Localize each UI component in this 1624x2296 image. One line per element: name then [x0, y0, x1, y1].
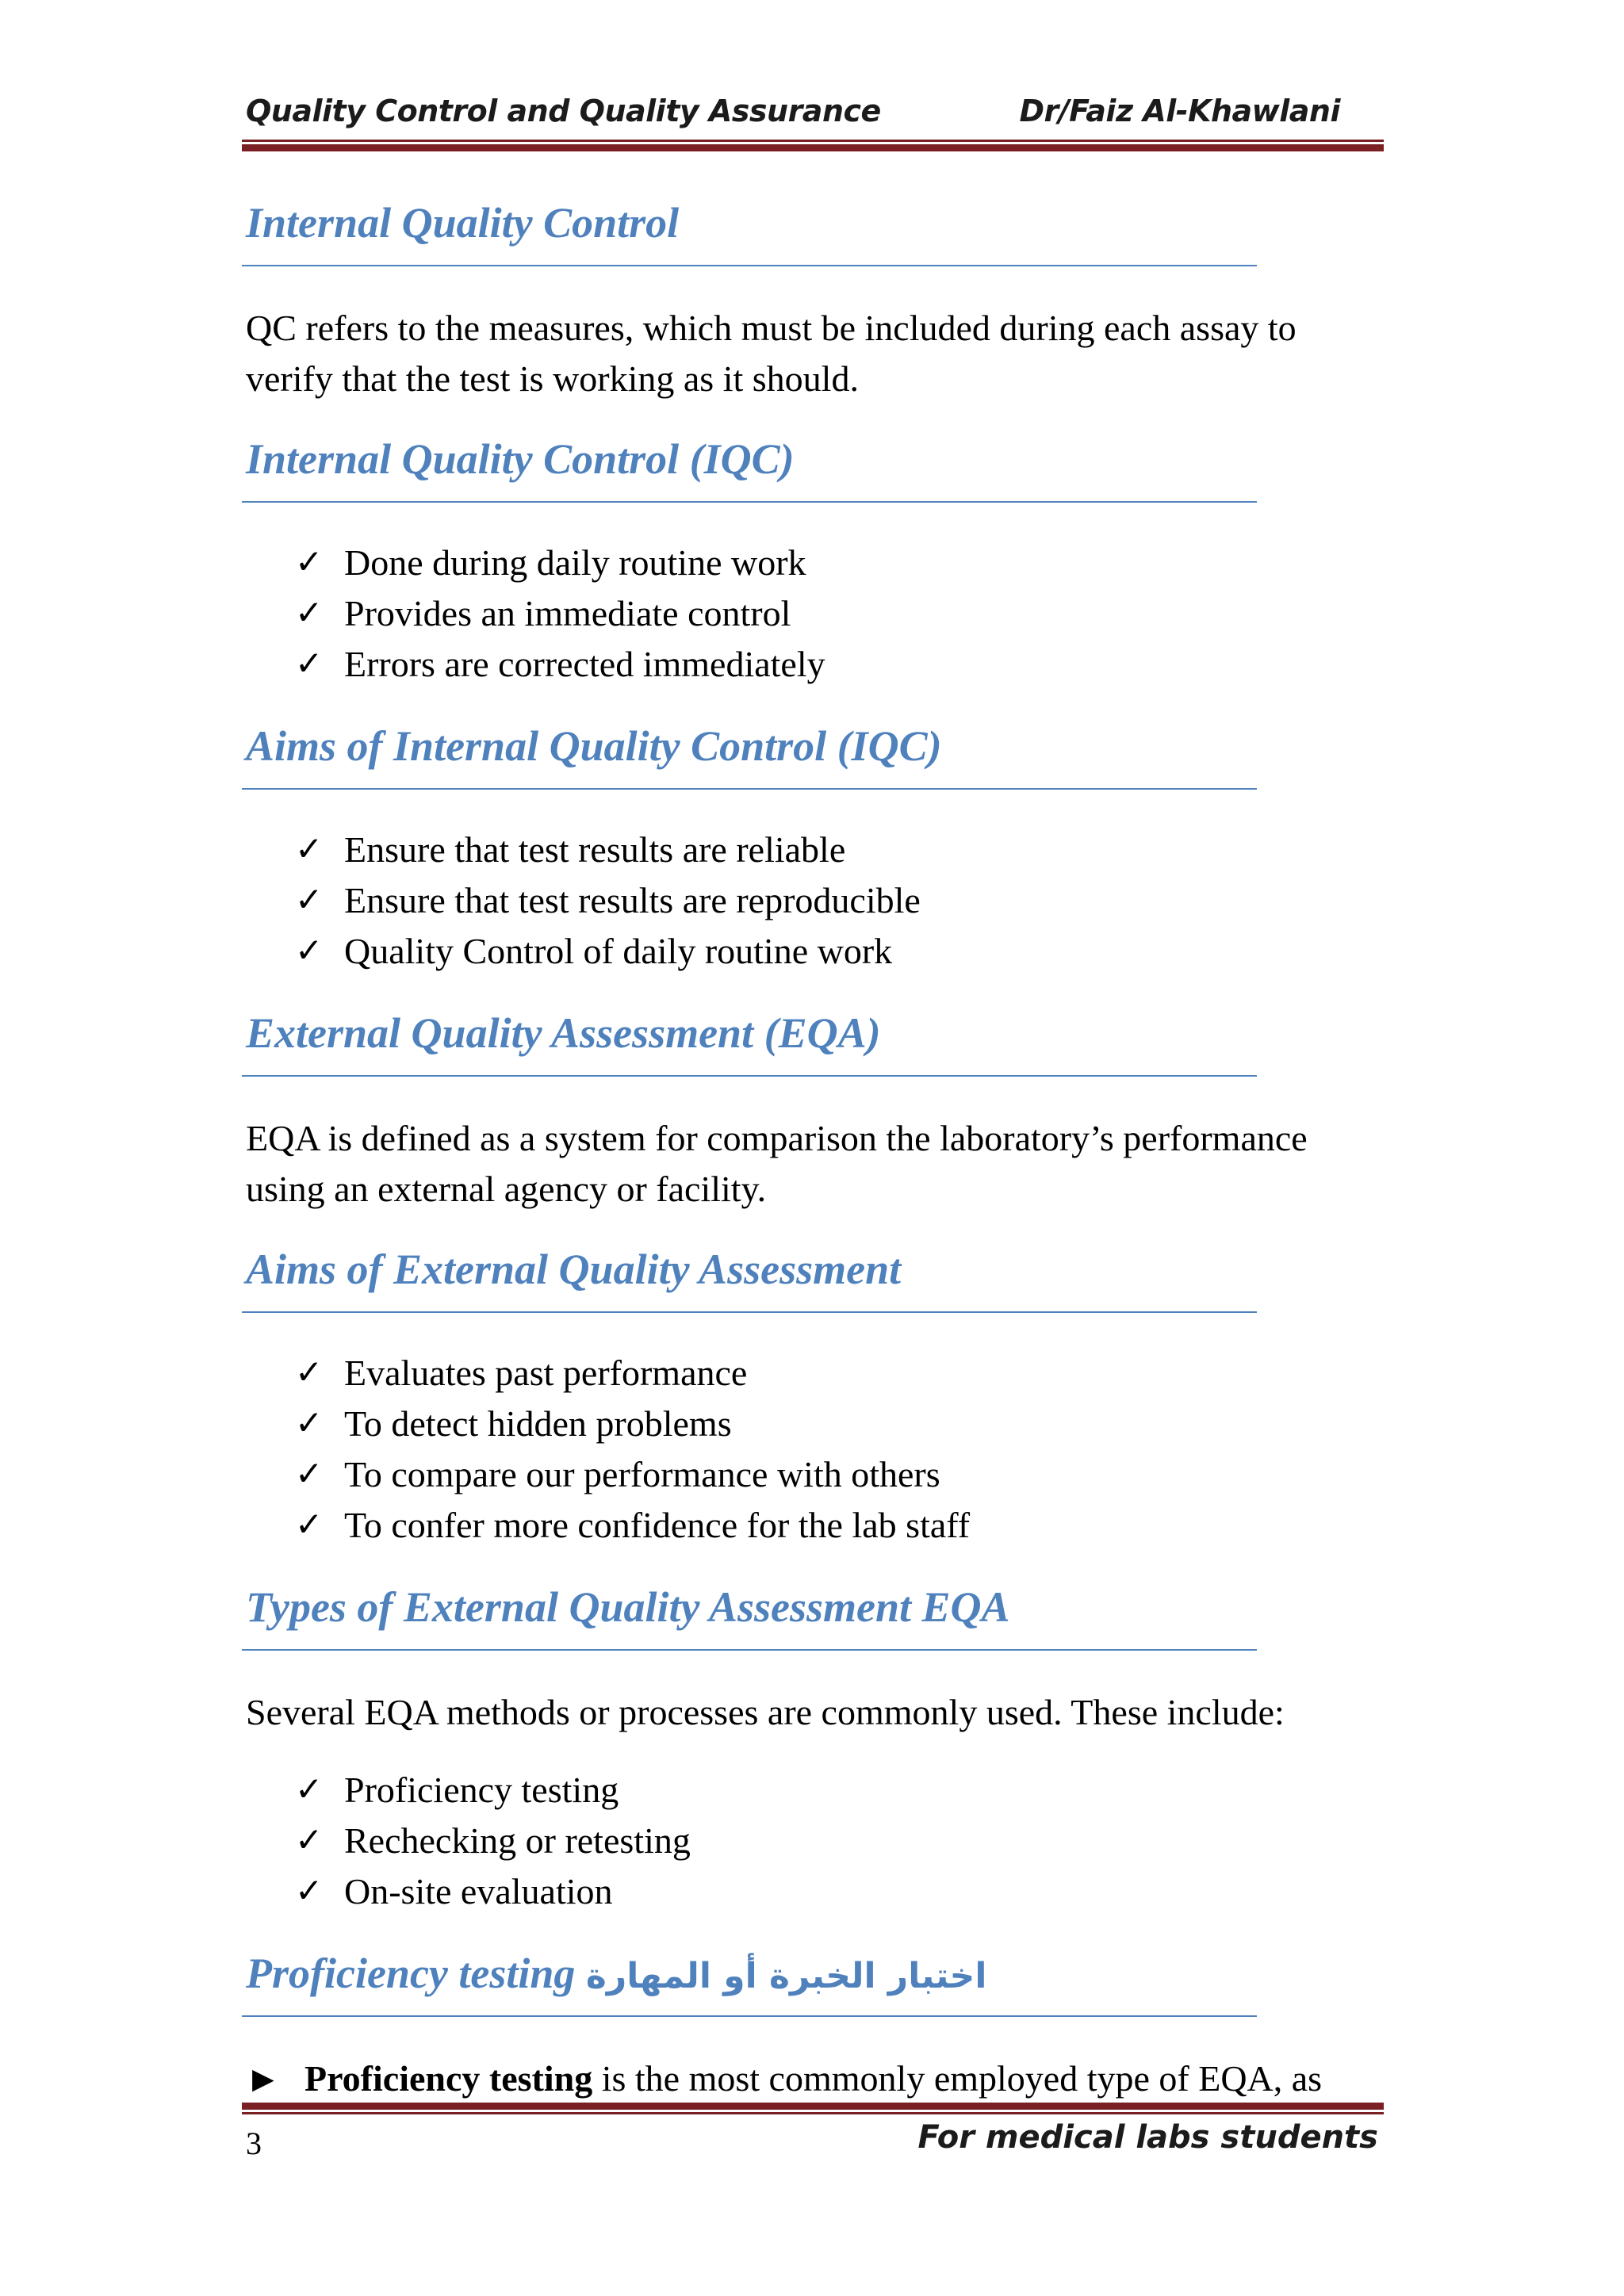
check-icon: ✓	[295, 1873, 324, 1910]
check-icon: ✓	[295, 545, 324, 581]
list-item-text: Rechecking or retesting	[344, 1820, 691, 1861]
check-icon: ✓	[295, 1406, 324, 1442]
list-item-text: Evaluates past performance	[344, 1353, 748, 1393]
header-rule-thin	[242, 140, 1384, 142]
checklist-eqa-aims	[295, 1348, 970, 1551]
list-item-text: To detect hidden problems	[344, 1403, 732, 1444]
list-item-text: Errors are corrected immediately	[344, 644, 825, 684]
check-icon: ✓	[295, 832, 324, 868]
section-title-text: Proficiency testing	[246, 1950, 576, 1997]
list-item	[295, 1348, 970, 1399]
check-icon: ✓	[295, 595, 324, 632]
section-title-internal-qc: Internal Quality Control	[246, 199, 680, 247]
paragraph-qc-definition: QC refers to the measures, which must be included during each assay to verify that the test is working as it should.	[246, 308, 1297, 399]
list-item	[295, 825, 921, 875]
section-title-eqa: External Quality Assessment (EQA)	[246, 1009, 881, 1057]
check-icon: ✓	[295, 882, 324, 919]
list-item-text: Ensure that test results are reproducible	[344, 880, 921, 920]
check-icon: ✓	[295, 933, 324, 970]
triangle-right-icon: ▶	[252, 2063, 274, 2095]
list-item	[295, 588, 825, 639]
list-item	[295, 1449, 970, 1500]
list-item	[295, 538, 825, 588]
list-item-text: To compare our performance with others	[344, 1454, 940, 1494]
list-item	[295, 926, 921, 977]
list-item	[295, 639, 825, 690]
list-item-text: Done during daily routine work	[344, 542, 806, 583]
section-rule	[242, 2015, 1257, 2017]
paragraph-proficiency	[252, 2053, 1394, 2104]
checklist-eqa-types	[295, 1765, 691, 1917]
list-item-text: Proficiency testing	[344, 1770, 619, 1810]
section-rule	[242, 1649, 1257, 1651]
section-title-proficiency	[246, 1949, 986, 1998]
list-item	[295, 1765, 691, 1816]
section-rule	[242, 265, 1257, 266]
footer-rule-thin	[242, 2112, 1384, 2114]
section-rule	[242, 1075, 1257, 1077]
paragraph-eqa-definition: EQA is defined as a system for comparison the laboratory’s performance using an external agency or facility.	[246, 1118, 1308, 1209]
footer-rule-thick	[242, 2103, 1384, 2110]
list-item-text: Ensure that test results are reliable	[344, 829, 846, 870]
check-icon: ✓	[295, 646, 324, 683]
checklist-iqc	[295, 538, 825, 690]
list-item-text: To confer more confidence for the lab staff	[344, 1505, 971, 1545]
check-icon: ✓	[295, 1355, 324, 1391]
list-item	[295, 1500, 970, 1551]
paragraph-text: is the most commonly employed type of EQA, as	[592, 2058, 1323, 2099]
check-icon: ✓	[295, 1456, 324, 1493]
section-rule	[242, 501, 1257, 503]
list-item	[295, 1816, 691, 1866]
header-title: Quality Control and Quality Assurance	[246, 94, 881, 128]
list-item-text: On-site evaluation	[344, 1871, 613, 1911]
section-title-eqa-types: Types of External Quality Assessment EQA	[246, 1583, 1010, 1631]
section-title-iqc-aims: Aims of Internal Quality Control (IQC)	[246, 722, 942, 770]
section-title-eqa-aims: Aims of External Quality Assessment	[246, 1246, 902, 1293]
section-title-arabic: اختبار الخبرة أو المهارة	[585, 1956, 987, 1996]
list-item-text: Provides an immediate control	[344, 593, 791, 633]
paragraph-eqa-methods: Several EQA methods or processes are commonly used. These include:	[246, 1692, 1285, 1732]
checklist-iqc-aims	[295, 825, 921, 977]
bold-lead-text: Proficiency testing	[304, 2058, 593, 2099]
list-item	[295, 1399, 970, 1449]
list-item	[295, 875, 921, 926]
header-author: Dr/Faiz Al-Khawlani	[1019, 94, 1340, 128]
section-title-iqc: Internal Quality Control (IQC)	[246, 435, 795, 483]
check-icon: ✓	[295, 1823, 324, 1859]
list-item	[295, 1866, 691, 1917]
header-rule-thick	[242, 144, 1384, 151]
check-icon: ✓	[295, 1772, 324, 1808]
section-rule	[242, 1311, 1257, 1313]
list-item-text: Quality Control of daily routine work	[344, 931, 893, 971]
section-rule	[242, 788, 1257, 790]
check-icon: ✓	[295, 1507, 324, 1544]
footer-audience: For medical labs students	[917, 2119, 1378, 2156]
page-number: 3	[246, 2126, 262, 2161]
